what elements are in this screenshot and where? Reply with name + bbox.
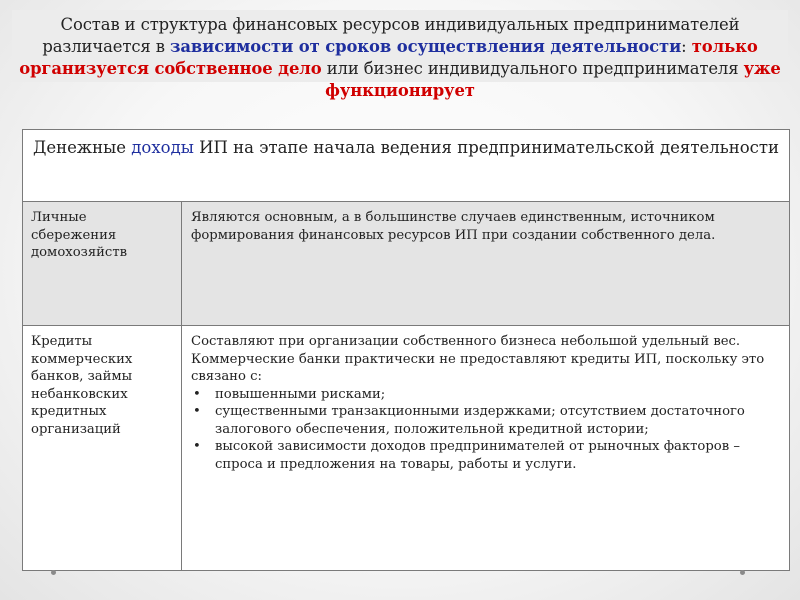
income-table [22,129,790,571]
row-intro: Составляют при организации собственного бизнеса небольшой удельный вес. Коммерческие банки практически не предоставляют кредиты ИП, поскольку это связано с: [191,334,765,384]
banner-highlight-red-1: только организуется собственное дело [19,37,758,78]
list-item: • существенными транзакционными издержками; отсутствием достаточного залогового обеспечения, положительной кредитной истории; [215,403,781,438]
banner-text-2: : [681,37,692,56]
table-header-text-2: ИП на этапе начала ведения предпринимательской деятельности [193,138,779,157]
table-header-highlight: доходы [131,138,194,157]
table-row [23,202,789,326]
row-description: Являются основным, а в большинстве случаев единственным, источником формирования финансовых ресурсов ИП при создании собственного дела. [191,210,716,243]
list-item: • высокой зависимости доходов предпринимателей от рыночных факторов – спроса и предложения на товары, работы и услуги. [215,438,781,473]
row-description [183,326,789,570]
table-row [23,326,789,570]
decor-dot-right [740,570,745,575]
table-header-text-1: Денежные [32,138,132,157]
banner-text-3: или бизнес индивидуального предпринимателя [321,59,744,78]
bullet-list [191,386,781,474]
banner-highlight-red-2: уже функционирует [325,59,781,100]
banner-text-1: Состав и структура финансовых ресурсов индивидуальных предпринимателей различается в [42,15,740,56]
title-banner [12,10,788,100]
list-item: • повышенными рисками; [215,386,781,404]
table-header [23,130,789,202]
row-label: Кредиты коммерческих банков, займы небанковских кредитных организаций [23,326,182,570]
row-label: Личные сбережения домохозяйств [23,202,182,325]
banner-highlight-blue: зависимости от сроков осуществления деятельности [170,37,682,56]
decor-dot-left [51,570,56,575]
